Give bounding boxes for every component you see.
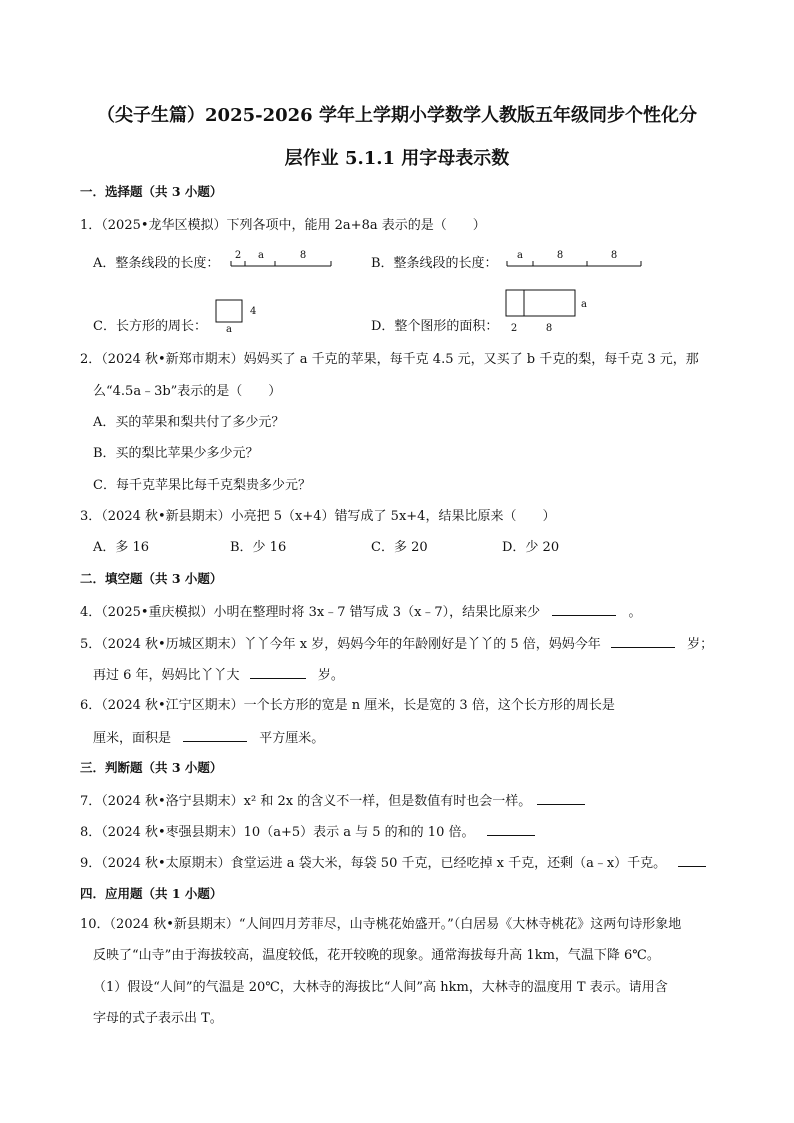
- question-2-stem-line-2: 么“4.5a﹣3b”表示的是（ ）: [93, 384, 282, 399]
- section-application-heading: 四．应用题（共 1 小题）: [80, 886, 223, 901]
- q1-option-d: D．整个图形的面积：: [371, 319, 499, 334]
- q1-option-c: C．长方形的周长：: [93, 319, 207, 334]
- q9-answer-blank[interactable]: [678, 853, 706, 867]
- question-10-stem-line-1: 10．（2024 秋•新县期末）“人间四月芳菲尽，山寺桃花始盛开。”（白居易《大林寺桃花》这两句诗形象地: [80, 917, 682, 932]
- q6-answer-blank[interactable]: [183, 728, 247, 742]
- question-5-stem-line-1: [80, 634, 713, 654]
- q1-option-c-rectangle-diagram: [212, 297, 262, 337]
- question-1-stem: 1．（2025•龙华区模拟）下列各项中，能用 2a+8a 表示的是（ ）: [80, 218, 486, 233]
- question-10-part-1-line-2: 字母的式子表示出 T。: [93, 1011, 223, 1026]
- q1-option-a-segment-diagram: [225, 246, 337, 272]
- question-5-text-2: 再过 6 年，妈妈比丫丫大: [93, 668, 240, 683]
- q1b-label-a: a: [517, 250, 523, 261]
- q2-option-b: B．买的梨比苹果少多少元？: [93, 446, 259, 461]
- q4-period: 。: [628, 605, 642, 620]
- question-5-stem-line-2: [93, 665, 344, 685]
- question-10-part-1-line-1: （1）假设“人间”的气温是 20℃，大林寺的海拔比“人间”高 hkm，大林寺的温度用 T 表示。请用含: [93, 980, 668, 995]
- q1a-label-a: a: [258, 250, 264, 261]
- q5-unit-1: 岁；: [687, 637, 714, 652]
- section-choice-heading: 一．选择题（共 3 小题）: [80, 184, 223, 199]
- q1c-label-a: a: [226, 324, 232, 335]
- q5-answer-blank-2[interactable]: [250, 665, 306, 679]
- q1-option-b: B．整条线段的长度：: [371, 256, 498, 271]
- question-6-stem-line-1: 6．（2024 秋•江宁区期末）一个长方形的宽是 n 厘米，长是宽的 3 倍，这个长方形的周长是: [80, 698, 615, 713]
- question-6-text-2: 厘米，面积是: [93, 731, 172, 746]
- q3-option-b: B．少 16: [230, 540, 287, 555]
- question-6-stem-line-2: [93, 728, 324, 748]
- q2-option-c: C．每千克苹果比每千克梨贵多少元？: [93, 478, 311, 493]
- q1-option-b-segment-diagram: [503, 246, 647, 272]
- q1c-label-4: 4: [250, 306, 257, 317]
- section-fill-heading: 二．填空题（共 3 小题）: [80, 571, 223, 586]
- question-4-text: 4．（2025•重庆模拟）小明在整理时将 3x﹣7 错写成 3（x﹣7），结果比原来少: [80, 605, 541, 620]
- question-5-text-1: 5．（2024 秋•历城区期末）丫丫今年 x 岁，妈妈今年的年龄刚好是丫丫的 5 倍，妈妈今年: [80, 637, 601, 652]
- q1b-label-8-second: 8: [610, 250, 618, 261]
- q8-answer-blank[interactable]: [487, 822, 535, 836]
- q1d-label-8: 8: [545, 323, 553, 334]
- question-2-stem-line-1: 2．（2024 秋•新郑市期末）妈妈买了 a 千克的苹果，每千克 4.5 元，又买了 b 千克的梨，每千克 3 元，那: [80, 352, 699, 367]
- q1a-label-2: 2: [234, 250, 242, 261]
- section-judge-heading: 三．判断题（共 3 小题）: [80, 760, 223, 775]
- question-8-stem: [80, 822, 535, 842]
- q5-answer-blank-1[interactable]: [611, 634, 675, 648]
- q4-answer-blank[interactable]: [552, 602, 616, 616]
- q1-option-a: A．整条线段的长度：: [93, 256, 220, 271]
- q3-option-c: C．多 20: [371, 540, 428, 555]
- question-7-stem: [80, 791, 585, 811]
- question-9-stem: [80, 853, 706, 873]
- q5-unit-2: 岁。: [317, 668, 344, 683]
- q2-option-a: A．买的苹果和梨共付了多少元？: [93, 415, 285, 430]
- doc-title-line-2: 层作业 5.1.1 用字母表示数: [284, 148, 510, 169]
- doc-title-line-1: （尖子生篇）2025-2026 学年上学期小学数学人教版五年级同步个性化分: [97, 105, 697, 126]
- q1b-label-8-first: 8: [556, 250, 564, 261]
- q1a-label-8: 8: [299, 250, 307, 261]
- q1-option-d-area-diagram: [503, 288, 595, 336]
- q3-option-a: A．多 16: [93, 540, 150, 555]
- question-10-stem-line-2: 反映了“山寺”由于海拔较高，温度较低，花开较晚的现象。通常海拔每升高 1km，气温下降 6℃。: [93, 948, 660, 963]
- question-3-stem: 3．（2024 秋•新县期末）小亮把 5（x+4）错写成了 5x+4，结果比原来（ ）: [80, 509, 556, 524]
- question-9-text: 9．（2024 秋•太原期末）食堂运进 a 袋大米，每袋 50 千克，已经吃掉 x 千克，还剩（a﹣x）千克。: [80, 856, 667, 871]
- question-8-text: 8．（2024 秋•枣强县期末）10（a+5）表示 a 与 5 的和的 10 倍。: [80, 825, 475, 840]
- question-7-text: 7．（2024 秋•洛宁县期末）x² 和 2x 的含义不一样，但是数值有时也会一样。: [80, 794, 532, 809]
- q6-unit: 平方厘米。: [259, 731, 325, 746]
- q7-answer-blank[interactable]: [537, 791, 585, 805]
- question-4-stem: [80, 602, 641, 622]
- q1d-label-a: a: [581, 299, 587, 310]
- q3-option-d: D．少 20: [502, 540, 560, 555]
- q1d-label-2: 2: [510, 323, 518, 334]
